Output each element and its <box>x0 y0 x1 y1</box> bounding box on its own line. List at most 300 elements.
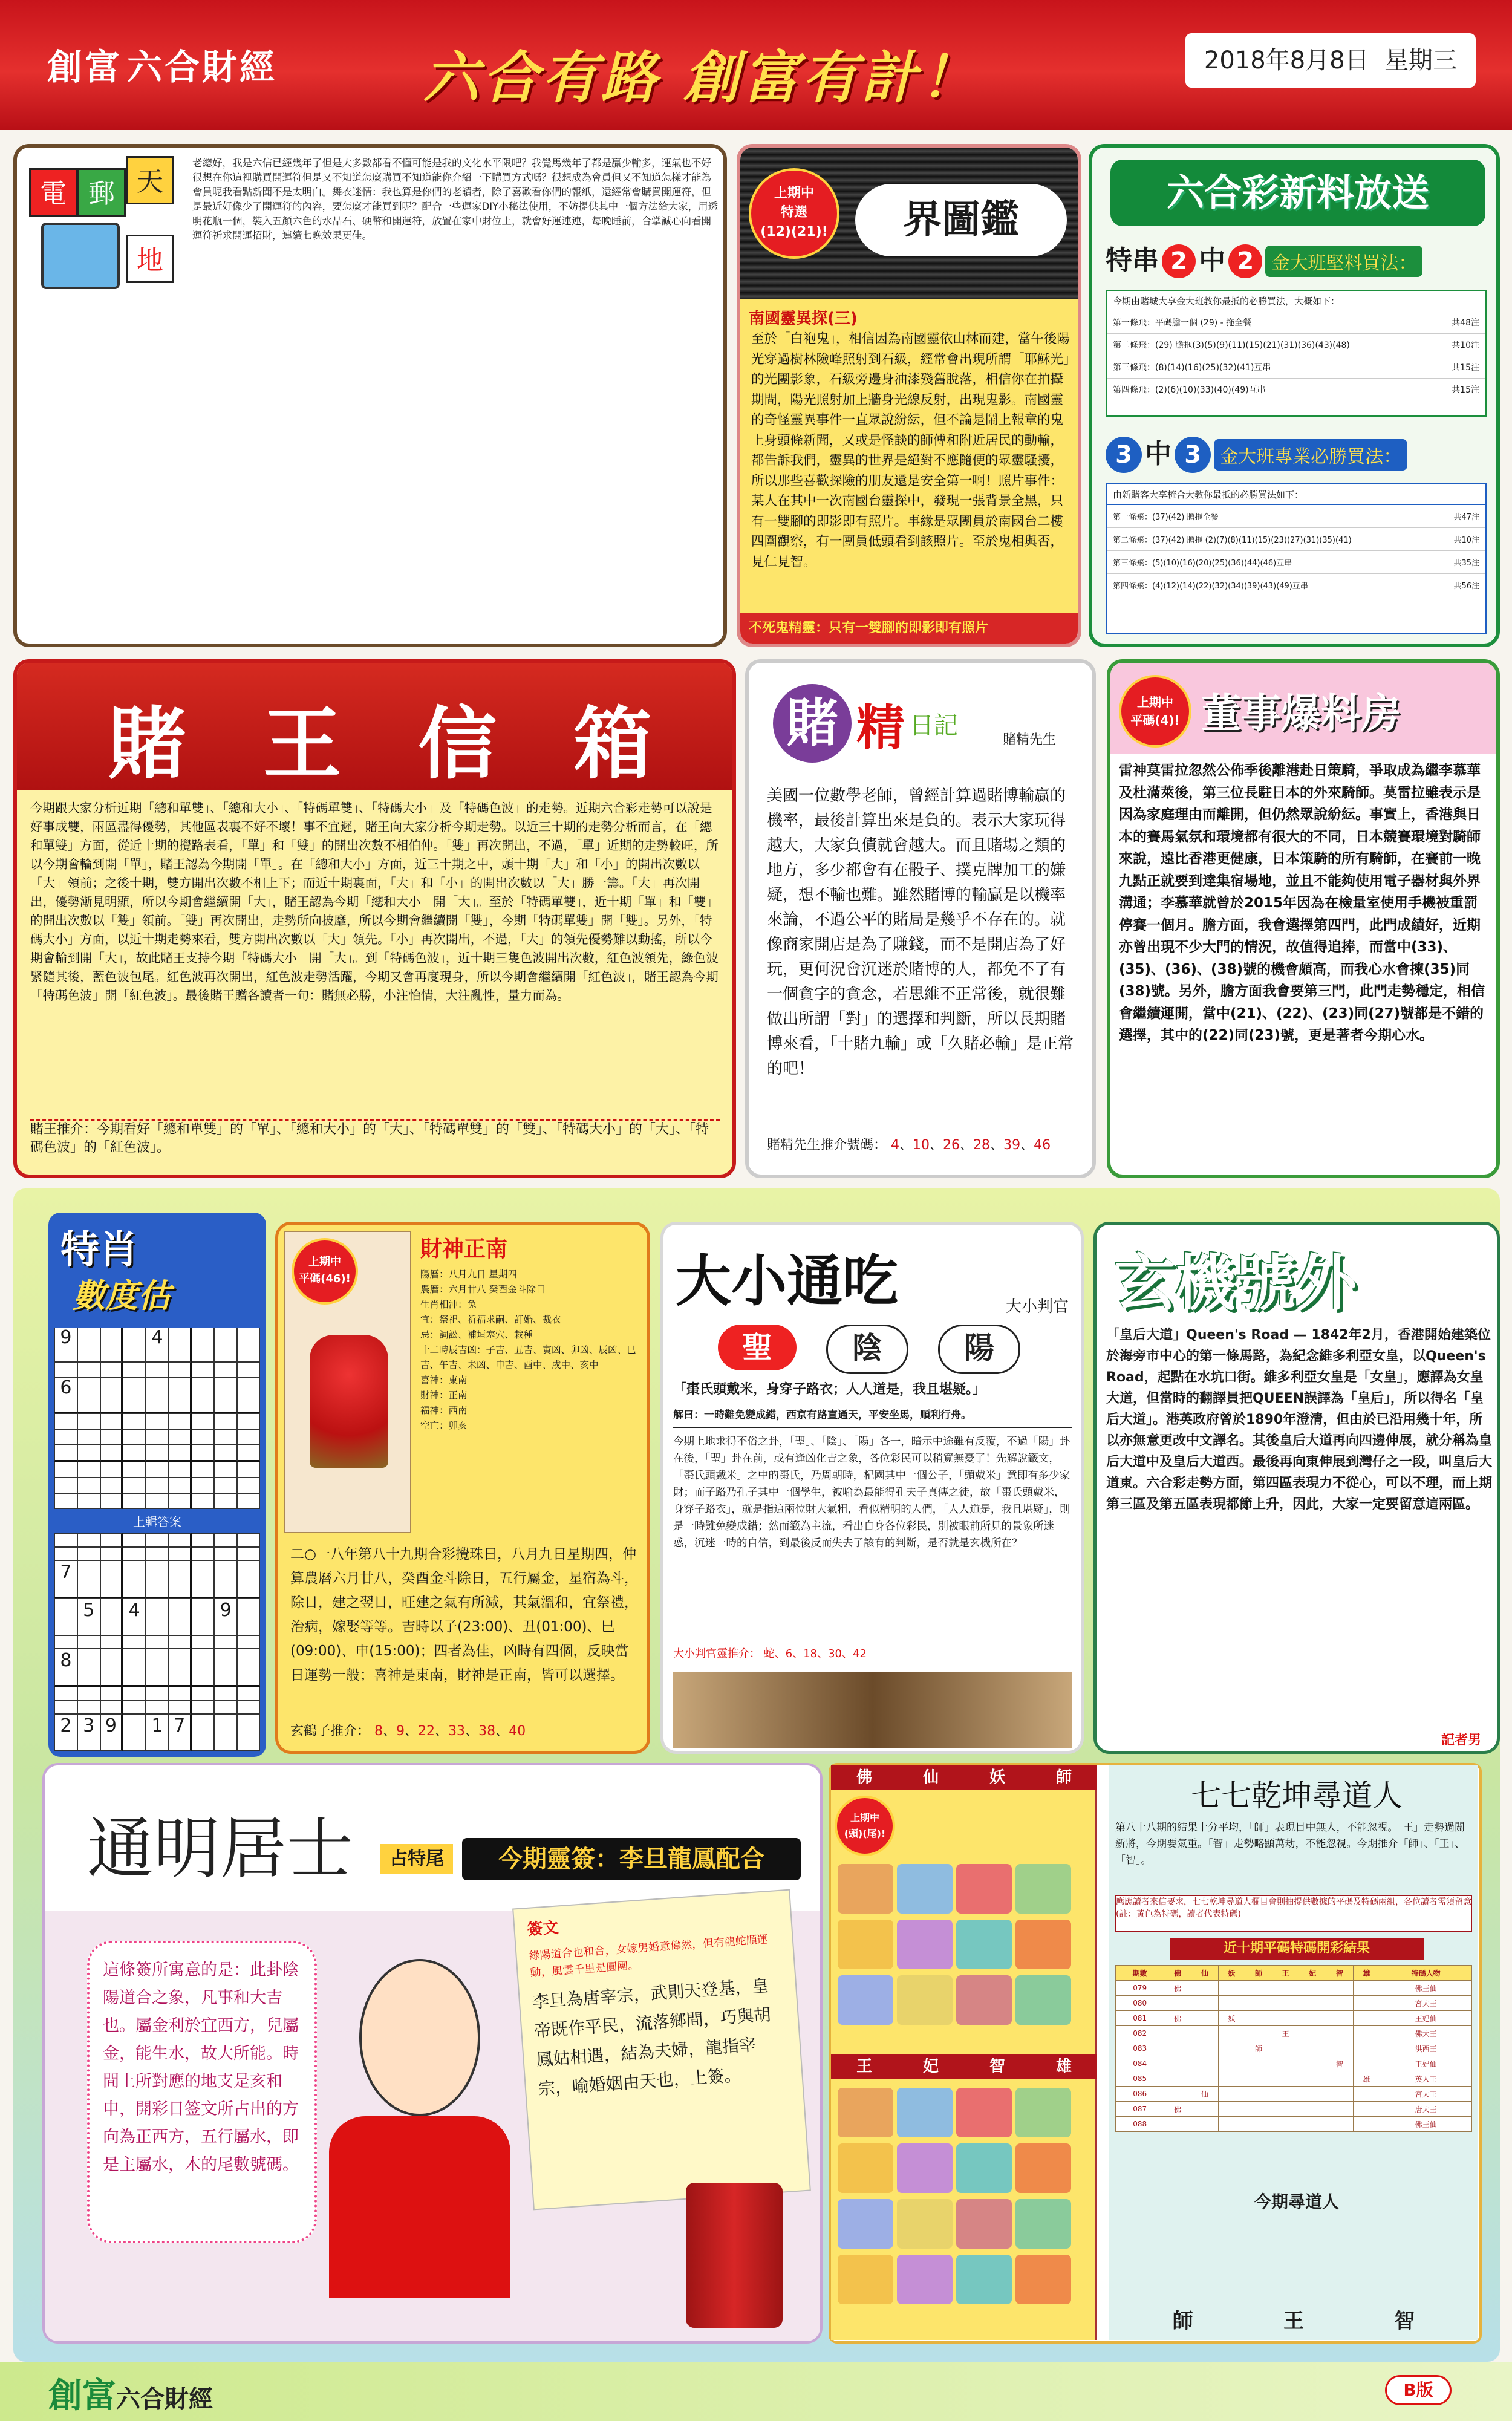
table-cell <box>1164 2026 1191 2041</box>
reporter-credit: 記者男 <box>1441 1733 1482 1748</box>
character-grid-column <box>831 1765 1097 2340</box>
table-cell <box>1299 2026 1326 2041</box>
sudoku-cell <box>192 1413 215 1429</box>
sudoku-cell <box>214 1560 237 1598</box>
table-cell <box>1299 2117 1326 2132</box>
table-cell <box>1164 2071 1191 2087</box>
seeker-notice: 應應讀者來信要求，七七乾坤尋道人欄目會則抽提供數據的平碼及特碼兩組，各位讀者需須留意(註：黃色為特碼，讀者代表特碼) <box>1115 1895 1472 1932</box>
title-chars: 賭 王 信 箱 <box>108 697 652 790</box>
title-main: 特肖 <box>60 1228 138 1272</box>
table-cell <box>1191 2026 1218 2041</box>
author: 賭精先生 <box>1003 732 1057 748</box>
sudoku-cell <box>169 1649 192 1687</box>
email-icon: 電 郵 天 地 <box>29 156 174 301</box>
sudoku-cell <box>123 1378 146 1413</box>
sudoku-cell <box>123 1701 146 1715</box>
sudoku-cell <box>237 1462 260 1478</box>
table-cell: 妖 <box>1218 2011 1245 2026</box>
sudoku-cell <box>123 1560 146 1598</box>
sudoku-cell <box>77 1649 100 1687</box>
sudoku-cell <box>123 1478 146 1493</box>
table-cell <box>1272 2102 1299 2117</box>
table-cell: 082 <box>1116 2026 1164 2041</box>
sudoku-cell <box>54 1413 77 1429</box>
table-cell <box>1164 2117 1191 2132</box>
sudoku-cell <box>146 1533 169 1547</box>
letter-body: 老總好，我是六信已經幾年了但是大多數都看不懂可能是我的文化水平限吧？我覺馬幾年了都是贏少輸多，運氣也不好很想在你這裡購買開運符但是又不知道怎麼購買不知道能你介紹一下購買方式嗎？很想成為會員但又不知道怎樣才能為會員呢我看點新聞不是太明白。舞衣迷情：我也算是你們的老讀者，除了喜歡看你們的報紙，還經常會購買開運符，但是最近好像少了開運符的內容，要怎麼才能買到呢？配合一些運家DIY小秘法使用，不妨提供其中一個方法給大家，用透明花瓶一個，裝入五顏六色的水晶石、硬幣和開運符，放置在家中財位上，就會好運連連，每晚睡前，合掌誠心向看開運符祈求開運招財，連續七晚效果更佳。 <box>192 157 719 241</box>
table-header-cell: 師 <box>1245 1966 1272 1981</box>
table-cell: 083 <box>1116 2041 1164 2056</box>
sudoku-cell <box>146 1547 169 1561</box>
table-cell <box>1272 2011 1299 2026</box>
sudoku-cell <box>146 1687 169 1701</box>
ghost-world-panel <box>737 144 1081 647</box>
table-cell <box>1245 2102 1272 2117</box>
sudoku-cell <box>192 1649 215 1687</box>
sudoku-cell: 7 <box>169 1714 192 1751</box>
table-cell <box>1191 2011 1218 2026</box>
sudoku-cell <box>192 1560 215 1598</box>
masthead <box>0 0 1512 130</box>
sudoku-cell <box>192 1378 215 1413</box>
sudoku-cell <box>100 1493 123 1509</box>
sudoku-cell <box>146 1429 169 1445</box>
table-cell <box>1164 2087 1191 2102</box>
sudoku-cell <box>54 1701 77 1715</box>
sudoku-cell <box>214 1413 237 1429</box>
table-cell: 仙 <box>1191 2087 1218 2102</box>
table-cell: 宮大王 <box>1380 2087 1472 2102</box>
sudoku-cell <box>214 1714 237 1751</box>
table-cell <box>1164 2041 1191 2056</box>
special-2of2-list: 今期由賭城大享金大班教你最抵的必勝買法，大概如下： 第一條飛：平碼膽一個 (29) - 拖全餐 共48注 第二條飛：(29) 膽拖(3)(5)(9)(11)(15)(21)(31)(36)(43)(48) 共10注 第三條飛：(8)(14)(16)(25)(32)(41)互串 共15注 第四條飛：(2)(6)(10)(33)(40)(49)互串 共15注 <box>1106 290 1487 417</box>
table-cell <box>1326 2071 1354 2087</box>
sudoku-cell <box>192 1701 215 1715</box>
sudoku-cell <box>123 1445 146 1462</box>
sudoku-cell <box>123 1429 146 1445</box>
sudoku-cell <box>169 1547 192 1561</box>
character-chips-top <box>836 1862 1096 2044</box>
sudoku-cell <box>214 1429 237 1445</box>
table-row <box>1116 2102 1472 2117</box>
sudoku-cell <box>123 1413 146 1429</box>
table-cell <box>1164 1996 1191 2011</box>
sudoku-cell <box>100 1635 123 1649</box>
results-table-title: 近十期平碼特碼開彩結果 <box>1170 1938 1424 1960</box>
sudoku-cell <box>100 1598 123 1635</box>
sudoku-cell <box>123 1635 146 1649</box>
table-cell: 宮大王 <box>1380 1996 1472 2011</box>
result-sticker: 上期中 平碼(46)! <box>292 1238 358 1305</box>
sudoku-grid[interactable] <box>54 1533 260 1751</box>
table-cell <box>1191 2117 1218 2132</box>
table-cell <box>1218 2056 1245 2071</box>
sudoku-cell <box>54 1687 77 1701</box>
sudoku-cell <box>77 1478 100 1493</box>
sudoku-cell <box>123 1328 146 1362</box>
table-cell <box>1326 2117 1354 2132</box>
sudoku-cell <box>192 1362 215 1378</box>
sudoku-cell <box>192 1493 215 1509</box>
article-body: 今期跟大家分析近期「總和單雙」、「總和大小」、「特碼單雙」、「特碼大小」及「特碼色波」的走勢。近期六合彩走勢可以說是好事成雙，兩區盡得優勢，其他區表裏不好不壞！事不宜遲，賭王向大家分析今期走勢。以近三十期的走勢分析而言，在「總和單雙」方面，從近十期的攪路表看，「單」和「雙」的開出次數不相伯仲。「雙」再次開出，不過，「單」近期的走勢較旺，所以今期會輪到開「單」，賭王認為今期開「單」。在「總和大小」方面，近三十期之中，頭十期「大」和「小」的開出次數以「大」領前；之後十期，雙方開出次數不相上下；而近十期裏面，「大」和「小」的開出次數以「大」勝一籌。「大」再次開出，優勢漸見明顯，所以今期會繼續開「大」，賭王認為今期「總和大小」開「大」。至於「特碼單雙」，近十期「單」和「雙」的開出次數以「雙」領前。「雙」再次開出，走勢所向披靡，所以今期會繼續開「雙」，今期「特碼單雙」開「雙」。另外，「特碼大小」方面，以近十期走勢來看，雙方開出次數以「大」領先。「小」再次開出，不過，「大」的領先優勢難以動搖，所以今期會輪到開「大」，故此賭王支持今期「特碼大小」開「大」。到「特碼色波」，近十期三隻色波開出次數，紅色波領先，綠色波緊隨其後，藍色波包尾。紅色波再次開出，紅色波走勢活躍，今期又會再度現身，所以今期會繼續開「紅色波」，賭王認為今期「特碼色波」開「紅色波」。最後賭王贈各讀者一句：賭無必勝，小注怡情，大注亂性，量力而為。 <box>30 801 719 1003</box>
slogan: 六合有路 創富有計！ <box>423 45 980 110</box>
table-cell <box>1272 2071 1299 2087</box>
sudoku-cell <box>77 1560 100 1598</box>
almanac-info: 陽曆：八月九日 星期四 農曆：六月廿八 癸酉金斗除日 生肖相沖：兔 宜：祭祀、祈福求嗣、訂婚、裁衣 忌：詞訟、補垣塞穴、栽種 十二時辰吉凶：子吉、丑吉、寅凶、卯凶、辰凶、巳吉、午吉、未凶、申吉、酉中、戌中、亥中 喜神：東南 財神：正南 福神：西南 空亡：卯亥 <box>420 1269 636 1431</box>
table-cell: 唐大王 <box>1380 2102 1472 2117</box>
table-cell: 王 <box>1272 2026 1299 2041</box>
sudoku-cell <box>123 1362 146 1378</box>
sudoku-cell <box>237 1378 260 1413</box>
table-row <box>1116 2071 1472 2087</box>
article-body: 今期上地求得不俗之卦，「聖」、「陰」、「陽」各一，暗示中途雖有反覆，不過「陽」卦在後，「聖」卦在前，或有逢凶化吉之象，各位彩民可以稍寬無憂了！先解說籤文，「棗氏頭戴米」之中的棗氏，乃周朝時，杞國其中一個公子，「頭戴米」意即有多少家財；而子路乃孔子其中一個學生，被喻為最能得孔夫子真傳之徒，故「棗氏頭戴米，身穿子路衣」，就是指這兩位財大氣粗，看似精明的人們，「人人道是，我且堪疑」，則是一時難免變成錯；然而籤為主流，看出自身各位彩民，別被眼前所見的景象所迷惑，沉迷一時的自信，到最後反而失去了該有的判斷，是否就是玄機所在？ <box>673 1436 1070 1549</box>
table-cell <box>1299 2071 1326 2087</box>
table-cell <box>1272 2041 1299 2056</box>
panel-title: 六合彩新料放送 <box>1110 160 1485 226</box>
sudoku-cell <box>100 1478 123 1493</box>
sudoku-cell <box>77 1429 100 1445</box>
article-body: 雷神莫雷拉忽然公佈季後離港赴日策騎，爭取成為繼李慕華及杜滿萊後，第三位長駐日本的外來騎師。莫雷拉雖表示是因為家庭理由而離開，但仍然眾說紛紜。事實上，香港與日本的賽馬氣氛和環境都有很大的不同，日本競賽環境對騎師來說，遠比香港更健康，日本策騎的所有騎師，在賽前一晚九點正就要到達集宿場地，並且不能夠使用電子器材與外界溝通；李慕華就曾於2015年因為在檢量室使用手機被重罰停賽一個月。膽方面，我會選擇第四門，此門成績好，近期亦曾出現不少大門的情況，故值得追捧，而當中(33)、(35)、(36)、(38)號的機會頗高，而我心水會揀(35)同(38)號。另外，膽方面我會要第三門，此門走勢穩定，相信會繼續運開，當中(21)、(22)、(23)同(27)號都是不錯的選擇，其中的(22)同(23)號，更是著者今期心水。 <box>1119 763 1485 1043</box>
sudoku-cell: 4 <box>123 1598 146 1635</box>
sudoku-cell <box>237 1687 260 1701</box>
sudoku-cell <box>214 1649 237 1687</box>
table-cell <box>1191 2071 1218 2087</box>
sudoku-panel <box>48 1213 266 1757</box>
sudoku-cell <box>146 1701 169 1715</box>
panel-title: 董事爆料房 <box>1201 690 1401 737</box>
sudoku-cell <box>146 1493 169 1509</box>
sudoku-cell <box>192 1462 215 1478</box>
sudoku-cell <box>77 1635 100 1649</box>
sudoku-cell <box>100 1378 123 1413</box>
sudoku-cell <box>100 1328 123 1362</box>
sudoku-cell <box>77 1547 100 1561</box>
sudoku-cell <box>237 1445 260 1462</box>
sudoku-cell <box>192 1547 215 1561</box>
sudoku-cell <box>237 1328 260 1362</box>
special-2of2-row: 特串 2 中 2 金大班堅料買法： <box>1106 238 1487 287</box>
table-cell <box>1353 2041 1380 2056</box>
sudoku-cell <box>169 1445 192 1462</box>
result-sticker: 上期中 平碼(4)! <box>1119 675 1191 748</box>
table-cell <box>1353 2026 1380 2041</box>
table-cell <box>1164 2056 1191 2071</box>
sudoku-cell <box>214 1445 237 1462</box>
table-cell <box>1218 2117 1245 2132</box>
sudoku-cell <box>123 1533 146 1547</box>
table-header-cell: 特碼人物 <box>1380 1966 1472 1981</box>
sudoku-cell <box>192 1635 215 1649</box>
table-row <box>1116 2026 1472 2041</box>
subtitle: 南國靈異探(三) <box>749 310 858 328</box>
sudoku-cell <box>169 1413 192 1429</box>
sudoku-cell <box>214 1378 237 1413</box>
table-cell <box>1353 1981 1380 1996</box>
table-cell <box>1326 2011 1354 2026</box>
sudoku-cell <box>237 1649 260 1687</box>
sudoku-cell <box>77 1493 100 1509</box>
table-cell: 佛 <box>1164 1981 1191 1996</box>
table-header-cell: 妃 <box>1299 1966 1326 1981</box>
sudoku-cell <box>192 1598 215 1635</box>
panel-title: 大小通吃 <box>676 1248 899 1314</box>
sudoku-cell: 9 <box>214 1598 237 1635</box>
sudoku-cell <box>169 1635 192 1649</box>
sudoku-cell <box>169 1478 192 1493</box>
sudoku-cell <box>146 1598 169 1635</box>
page-label: B版 <box>1385 2375 1452 2405</box>
table-cell <box>1245 1981 1272 1996</box>
character-chips-bottom <box>836 2086 1096 2334</box>
hermit-avatar <box>359 1959 480 2116</box>
sudoku-cell <box>214 1328 237 1362</box>
sudoku-cell <box>169 1598 192 1635</box>
sudoku-cell <box>214 1478 237 1493</box>
table-cell <box>1299 2087 1326 2102</box>
table-cell <box>1299 2056 1326 2071</box>
panel-title: 通明居士 <box>87 1810 353 1888</box>
sudoku-cell <box>77 1362 100 1378</box>
table-cell: 王妃仙 <box>1380 2056 1472 2071</box>
previous-answer-grid <box>54 1328 260 1509</box>
footer-brand: 創富六合財經 <box>48 2376 213 2416</box>
sudoku-cell <box>192 1328 215 1362</box>
bet-row: 第二條飛：(37)(42) 膽拖 (2)(7)(8)(11)(15)(23)(27)(31)(35)(41) 共10注 <box>1107 528 1485 551</box>
fortune-title: 財神正南 <box>420 1237 508 1262</box>
section-tag: 占特尾 <box>380 1844 453 1874</box>
title-bubbles: 賭 精 日 記 <box>773 675 991 772</box>
sudoku-cell <box>54 1362 77 1378</box>
sudoku-cell <box>77 1687 100 1701</box>
table-cell <box>1272 2056 1299 2071</box>
table-cell: 師 <box>1245 2041 1272 2056</box>
sudoku-cell <box>169 1687 192 1701</box>
byline: 大小判官 <box>1005 1298 1069 1316</box>
table-cell <box>1326 2041 1354 2056</box>
new-data-panel <box>1089 144 1500 647</box>
result-sticker: 上期中 特選 (12)(21)! <box>749 168 839 259</box>
brand-logo: 創富 六合財經 <box>47 47 278 88</box>
sudoku-cell <box>214 1635 237 1649</box>
table-cell <box>1272 2087 1299 2102</box>
table-cell <box>1299 2102 1326 2117</box>
sudoku-cell <box>146 1413 169 1429</box>
table-cell: 佛大王 <box>1380 2026 1472 2041</box>
table-header-cell: 雄 <box>1353 1966 1380 1981</box>
sudoku-cell <box>146 1362 169 1378</box>
table-cell: 088 <box>1116 2117 1164 2132</box>
sudoku-cell <box>192 1445 215 1462</box>
table-cell: 佛 <box>1164 2102 1191 2117</box>
fortune-stick-cup <box>686 2183 783 2328</box>
sudoku-cell <box>214 1533 237 1547</box>
special-3of3-row: 3 中 3 金大班專業必勝買法： <box>1106 432 1487 480</box>
sudoku-cell: 5 <box>77 1598 100 1635</box>
table-cell <box>1218 2071 1245 2087</box>
table-cell <box>1353 2011 1380 2026</box>
sudoku-cell <box>169 1429 192 1445</box>
table-cell <box>1191 1981 1218 1996</box>
table-cell <box>1326 1996 1354 2011</box>
table-row <box>1116 2011 1472 2026</box>
table-cell <box>1272 1996 1299 2011</box>
article-body: 至於「白袍鬼」，相信因為南國靈依山林而建，當午後陽光穿過樹林險峰照射到石級，經常會出現所謂「耶穌光」的光團影象，石級旁邊身油漆殘舊脫落，相信你在拍攝期間，陽光照射加上牆身光線反射，出現鬼影。南國靈的奇怪靈異事件一直眾說紛紜，但不論是鬧上報章的鬼上身頭條新聞，又或是怪談的師傅和附近居民的動輸，都告訴我們，靈異的世界是絕對不應隨便的眾靈騷擾，所以那些喜歡探險的朋友還是安全第一啊！照片事件：某人在其中一次南國台靈探中，發現一張背景全黑，只有一雙腳的即影即有照片。事緣是眾團員於南國台二樓四圍觀察，有一團員低頭看到該照片。至於鬼相與否，見仁見智。 <box>751 331 1070 570</box>
sudoku-cell <box>169 1362 192 1378</box>
table-cell <box>1245 2011 1272 2026</box>
table-cell <box>1191 2041 1218 2056</box>
result-sticker: 上期中 (頭)(尾)! <box>835 1796 895 1856</box>
sudoku-cell <box>146 1378 169 1413</box>
table-row <box>1116 2041 1472 2056</box>
sudoku-cell <box>100 1701 123 1715</box>
table-cell <box>1245 2026 1272 2041</box>
sudoku-cell <box>54 1429 77 1445</box>
sudoku-cell <box>100 1429 123 1445</box>
table-cell <box>1218 2041 1245 2056</box>
sudoku-cell: 9 <box>100 1714 123 1751</box>
table-cell <box>1245 1996 1272 2011</box>
title-sub: 數度估 <box>73 1277 171 1315</box>
table-row <box>1116 2056 1472 2071</box>
sudoku-cell <box>77 1413 100 1429</box>
gambler-diary-panel <box>745 659 1096 1178</box>
table-cell <box>1245 2056 1272 2071</box>
table-cell <box>1299 1996 1326 2011</box>
sudoku-cell <box>100 1560 123 1598</box>
bet-row: 第四條飛：(4)(12)(14)(22)(32)(34)(39)(43)(49)互串 共56注 <box>1113 582 1479 591</box>
table-cell <box>1191 2102 1218 2117</box>
footer-caption: 不死鬼精靈：只有一雙腳的即影即有照片 <box>740 613 1079 644</box>
article-body: 「皇后大道」Queen's Road — 1842年2月，香港開始建築位於海旁市中心的第一條馬路，為紀念維多利亞女皇，以Queen's Road，起點在水坑口街。維多利亞女皇是「女皇」，應譯為女皇大道，但當時的翻譯員把QUEEN誤譯為「皇后」，所以得名「皇后大道」。港英政府曾於1890年澄清，但由於已沿用幾十年，所以亦無意更改中文譯名。其後皇后大道再向四邊伸展，就分稱為皇后大道中及皇后大道西。最後再向東伸展到灣仔之一段，叫皇后大道東。六合彩走勢方面，第四區表現力不從心，可以不理，而上期第三區及第五區表現都節上升，因此，大家一定要留意這兩區。 <box>1106 1328 1493 1512</box>
sudoku-cell <box>214 1462 237 1478</box>
table-cell <box>1218 1996 1245 2011</box>
table-row <box>1116 2117 1472 2132</box>
table-cell <box>1191 1996 1218 2011</box>
table-cell <box>1245 2071 1272 2087</box>
table-cell <box>1353 2102 1380 2117</box>
table-cell: 佛 <box>1164 2011 1191 2026</box>
table-cell <box>1353 1996 1380 2011</box>
table-cell <box>1272 2117 1299 2132</box>
table-row <box>1116 1981 1472 1996</box>
table-cell: 087 <box>1116 2102 1164 2117</box>
sudoku-cell <box>77 1328 100 1362</box>
table-cell <box>1299 1981 1326 1996</box>
sudoku-cell <box>237 1547 260 1561</box>
sudoku-cell <box>77 1462 100 1478</box>
sudoku-cell <box>237 1560 260 1598</box>
bet-row: 第三條飛：(5)(10)(16)(20)(25)(36)(44)(46)互串 共35注 <box>1107 551 1485 574</box>
seeker-title: 七七乾坤尋道人 <box>1191 1778 1403 1813</box>
table-cell <box>1218 2026 1245 2041</box>
sudoku-cell <box>123 1687 146 1701</box>
sudoku-cell <box>169 1493 192 1509</box>
table-cell <box>1326 1981 1354 1996</box>
sudoku-cell <box>169 1560 192 1598</box>
table-cell <box>1353 2117 1380 2132</box>
fortune-sticks-panel <box>660 1222 1084 1754</box>
number-recommendation: 玄鶴子推介： 8、9、22、33、38、40 <box>290 1724 526 1739</box>
sudoku-cell <box>192 1429 215 1445</box>
sudoku-cell <box>237 1714 260 1751</box>
mystic-extra-panel <box>1093 1222 1500 1754</box>
bet-row: 第一條飛：(37)(42) 膽拖全餐 共47注 <box>1107 505 1485 528</box>
fortune-panel <box>275 1222 650 1754</box>
table-cell <box>1191 2056 1218 2071</box>
issue-weekday: 星期三 <box>1384 47 1458 74</box>
sudoku-cell <box>169 1328 192 1362</box>
table-cell <box>1272 1981 1299 1996</box>
sudoku-cell <box>192 1533 215 1547</box>
table-cell: 洪西王 <box>1380 2041 1472 2056</box>
results-table <box>1115 1965 1472 2132</box>
sudoku-cell <box>146 1478 169 1493</box>
sudoku-cell <box>214 1547 237 1561</box>
sudoku-cell <box>214 1362 237 1378</box>
table-cell: 佛王仙 <box>1380 1981 1472 1996</box>
oracle-slip: 簽文 綠陽道合也和合，女嫁男婚意偉然，但有龍蛇順運動，風雲千里是圓團。 李旦為唐宰宗，武則天登基，皇帝既作平民，流落鄉間，巧與胡鳳姑相遇，結為夫婦，龍指宰宗，喻婚姻由天也，上簽。 <box>512 1889 811 2211</box>
panel-title: 玄機號外 <box>1115 1248 1357 1318</box>
table-cell <box>1326 2026 1354 2041</box>
table-cell <box>1245 2117 1272 2132</box>
table-row <box>1116 2087 1472 2102</box>
sudoku-cell: 8 <box>54 1649 77 1687</box>
sudoku-cell <box>123 1649 146 1687</box>
sudoku-cell <box>123 1714 146 1751</box>
sudoku-cell <box>192 1478 215 1493</box>
sudoku-cell <box>214 1493 237 1509</box>
table-cell <box>1326 2087 1354 2102</box>
gambling-king-panel <box>13 659 736 1178</box>
sudoku-cell <box>146 1445 169 1462</box>
date-box <box>1185 33 1476 88</box>
sudoku-cell <box>54 1598 77 1635</box>
sudoku-cell <box>100 1687 123 1701</box>
sudoku-cell: 3 <box>77 1714 100 1751</box>
sudoku-cell: 9 <box>54 1328 77 1362</box>
sudoku-cell <box>77 1533 100 1547</box>
sudoku-cell <box>77 1445 100 1462</box>
sudoku-cell <box>100 1362 123 1378</box>
sudoku-cell <box>169 1701 192 1715</box>
table-header-cell: 王 <box>1272 1966 1299 1981</box>
computer-icon <box>41 223 120 289</box>
table-header-cell: 智 <box>1326 1966 1354 1981</box>
fortune-god-image <box>284 1231 411 1533</box>
sudoku-cell <box>54 1547 77 1561</box>
sudoku-cell <box>123 1462 146 1478</box>
mailbox-panel <box>13 144 727 647</box>
god-figure <box>310 1335 388 1468</box>
seeker-panel <box>829 1763 1482 2344</box>
sudoku-cell <box>54 1462 77 1478</box>
sudoku-cell <box>146 1635 169 1649</box>
sudoku-cell <box>237 1493 260 1509</box>
sudoku-cell <box>123 1547 146 1561</box>
headline: 今期靈簽：李旦龍鳳配合 <box>462 1838 801 1880</box>
oracle-poem: 「棗氏頭戴米，身穿子路衣；人人道是，我且堪疑。」 <box>673 1381 986 1397</box>
sudoku-cell <box>237 1478 260 1493</box>
table-cell: 085 <box>1116 2071 1164 2087</box>
sudoku-cell: 6 <box>54 1378 77 1413</box>
table-cell: 084 <box>1116 2056 1164 2071</box>
oracle-hint: 解曰：一時難免變成錯，西京有路直通天，平安坐馬，順利行舟。 <box>673 1406 1072 1428</box>
table-cell <box>1353 2056 1380 2071</box>
table-cell <box>1353 2087 1380 2102</box>
table-header-cell: 妖 <box>1218 1966 1245 1981</box>
sudoku-cell <box>100 1413 123 1429</box>
sudoku-cell <box>54 1445 77 1462</box>
